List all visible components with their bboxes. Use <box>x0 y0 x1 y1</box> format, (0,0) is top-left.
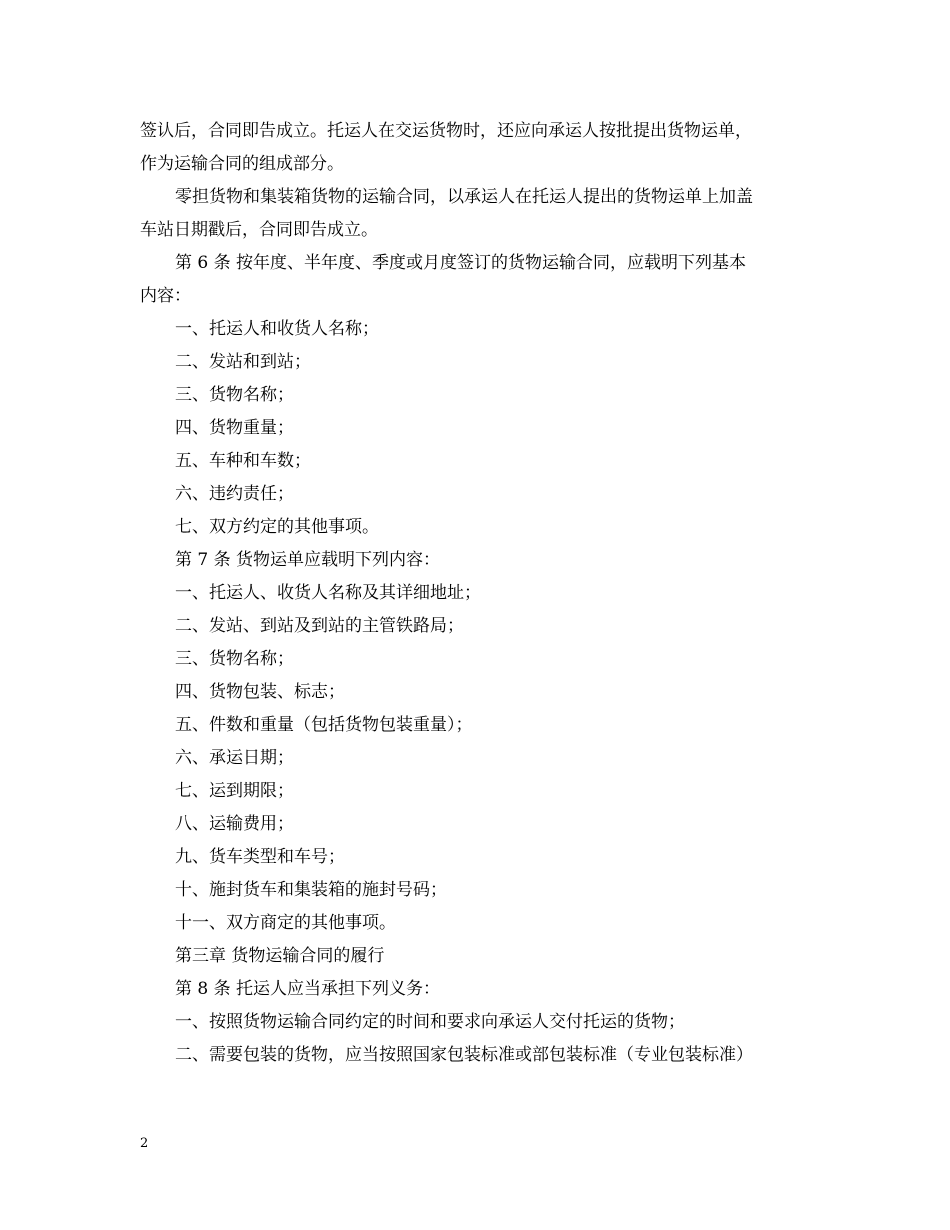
document-body <box>140 115 815 1072</box>
text-line: 第三章 货物运输合同的履行 <box>175 946 385 966</box>
text-line: 二、发站、到站及到站的主管铁路局； <box>175 616 464 636</box>
text-line: 二、需要包装的货物，应当按照国家包装标准或部包装标准（专业包装标准） <box>175 1045 753 1065</box>
text-line: 第 8 条 托运人应当承担下列义务： <box>175 979 441 999</box>
text-line: 一、托运人和收货人名称； <box>175 319 379 339</box>
text-line: 签认后，合同即告成立。托运人在交运货物时，还应向承运人按批提出货物运单， <box>140 121 752 141</box>
text-line: 二、发站和到站； <box>175 352 311 372</box>
text-line: 四、货物包装、标志； <box>175 682 345 702</box>
text-line: 九、货车类型和车号； <box>175 847 345 867</box>
text-line: 十、施封货车和集装箱的施封号码； <box>175 880 447 900</box>
page-number: 2 <box>140 1136 149 1151</box>
text-line: 第 7 条 货物运单应载明下列内容： <box>175 550 441 570</box>
text-line: 第 6 条 按年度、半年度、季度或月度签订的货物运输合同，应载明下列基本 <box>175 253 747 273</box>
text-line: 一、托运人、收货人名称及其详细地址； <box>175 583 481 603</box>
text-line: 三、货物名称； <box>175 649 294 669</box>
text-line: 六、承运日期； <box>175 748 294 768</box>
text-line: 作为运输合同的组成部分。 <box>140 154 344 174</box>
text-line: 八、运输费用； <box>175 814 294 834</box>
text-line: 五、车种和车数； <box>175 451 311 471</box>
text-line: 一、按照货物运输合同约定的时间和要求向承运人交付托运的货物； <box>175 1012 685 1032</box>
text-line: 五、件数和重量（包括货物包装重量）； <box>175 715 473 735</box>
text-line: 十一、双方商定的其他事项。 <box>175 913 396 933</box>
text-line: 六、违约责任； <box>175 484 294 504</box>
text-line: 四、货物重量； <box>175 418 294 438</box>
text-line: 七、双方约定的其他事项。 <box>175 517 379 537</box>
text-line: 内容： <box>140 286 191 306</box>
text-line: 车站日期戳后，合同即告成立。 <box>140 220 378 240</box>
text-line: 三、货物名称； <box>175 385 294 405</box>
text-line: 七、运到期限； <box>175 781 294 801</box>
text-line: 零担货物和集装箱货物的运输合同，以承运人在托运人提出的货物运单上加盖 <box>175 187 753 207</box>
